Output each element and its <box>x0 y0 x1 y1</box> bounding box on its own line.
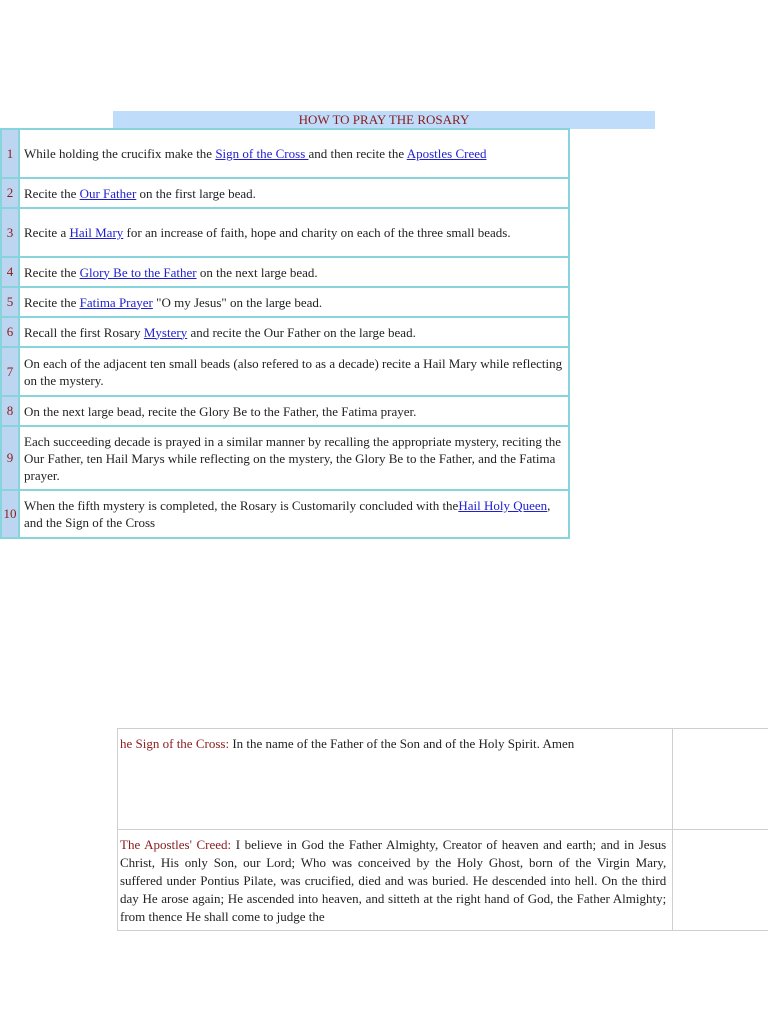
step-text-fragment: Recite the <box>24 264 80 280</box>
step-number: 4 <box>1 257 19 287</box>
mystery-link[interactable]: Mystery <box>143 324 188 340</box>
step-text-fragment: , and the Sign of the Cross <box>24 498 551 530</box>
step-text-fragment: on the next large bead. <box>196 264 318 280</box>
prayer-row-sign-of-cross <box>118 729 768 830</box>
step-text <box>19 287 569 317</box>
step-text <box>19 208 569 257</box>
sign-of-the-cross-link[interactable]: Sign of the Cross <box>215 146 309 161</box>
step-text-fragment: Each succeeding decade is prayed in a similar manner by recalling the appropriate mystery, reciting the Our Father, ten Hail Marys while reflecting on the mystery, the Glory Be to the Father, and the Fatima prayer. <box>24 433 561 483</box>
step-text-fragment: When the fifth mystery is completed, the Rosary is Customarily concluded with the <box>24 498 459 513</box>
step-row <box>1 317 569 347</box>
fatima-prayer-link[interactable]: Fatima Prayer <box>79 294 153 310</box>
step-text-fragment: Recite a <box>24 225 70 240</box>
step-text <box>19 257 569 287</box>
prayers-table <box>117 728 768 931</box>
step-text-fragment: on the first large bead. <box>136 185 256 201</box>
step-number: 3 <box>1 208 19 257</box>
step-text <box>19 426 569 490</box>
step-text <box>19 317 569 347</box>
page-title: HOW TO PRAY THE ROSARY <box>113 111 655 129</box>
apostles-creed-link[interactable]: Apostles Creed <box>406 146 487 161</box>
step-text-fragment: Recite the <box>24 294 80 310</box>
step-row <box>1 490 569 538</box>
empty-cell <box>673 830 768 931</box>
step-text <box>19 490 569 538</box>
step-text-fragment: and recite the Our Father on the large bead. <box>187 324 416 340</box>
step-text <box>19 178 569 208</box>
step-text-fragment: Recite the <box>24 185 80 201</box>
prayer-text: I believe in God the Father Almighty, Creator of heaven and earth; and in Jesus Christ, His only Son, our Lord; Who was conceived by the Holy Ghost, born of the Virgin Mary, suffered under Pontius Pilate, was crucified, died and was buried. He descended into hell. On the third day He arose again; He ascended into heaven, and sitteth at the right hand of God, the Father Almighty; from thence He shall come to judge the <box>120 837 667 924</box>
step-number: 5 <box>1 287 19 317</box>
prayer-paragraph <box>120 836 666 926</box>
step-text-fragment: for an increase of faith, hope and charity on each of the three small beads. <box>123 225 511 240</box>
step-number: 7 <box>1 347 19 396</box>
step-number: 8 <box>1 396 19 426</box>
prayer-title: The Apostles' Creed: <box>120 837 232 852</box>
hail-mary-link[interactable]: Hail Mary <box>69 225 124 240</box>
hail-holy-queen-link[interactable]: Hail Holy Queen <box>458 498 548 513</box>
step-text <box>19 396 569 426</box>
empty-cell <box>673 729 768 830</box>
step-number: 9 <box>1 426 19 490</box>
step-row <box>1 426 569 490</box>
step-number: 10 <box>1 490 19 538</box>
step-row <box>1 396 569 426</box>
step-text-fragment: On each of the adjacent ten small beads (also refered to as a decade) recite a Hail Mary while reflecting on the mystery. <box>24 355 563 388</box>
step-text <box>19 129 569 178</box>
step-row <box>1 347 569 396</box>
step-text-fragment: Recall the first Rosary <box>24 324 144 340</box>
step-text-fragment: While holding the crucifix make the <box>24 146 216 161</box>
step-text <box>19 347 569 396</box>
step-number: 6 <box>1 317 19 347</box>
steps-table <box>0 128 570 539</box>
glory-be-to-the-father-link[interactable]: Glory Be to the Father <box>79 264 197 280</box>
step-row <box>1 287 569 317</box>
step-number: 2 <box>1 178 19 208</box>
prayer-text: In the name of the Father of the Son and of the Holy Spirit. Amen <box>229 736 575 751</box>
our-father-link[interactable]: Our Father <box>79 185 137 201</box>
step-row <box>1 208 569 257</box>
step-text-fragment: On the next large bead, recite the Glory Be to the Father, the Fatima prayer. <box>24 403 417 419</box>
step-row <box>1 178 569 208</box>
prayer-cell <box>118 729 673 830</box>
prayer-row-apostles-creed <box>118 830 768 931</box>
prayer-cell <box>118 830 673 931</box>
prayer-title: he Sign of the Cross: <box>120 736 230 751</box>
step-number: 1 <box>1 129 19 178</box>
step-text-fragment: and then recite the <box>308 146 407 161</box>
step-row <box>1 129 569 178</box>
step-text-fragment: "O my Jesus" on the large bead. <box>152 294 323 310</box>
step-row <box>1 257 569 287</box>
